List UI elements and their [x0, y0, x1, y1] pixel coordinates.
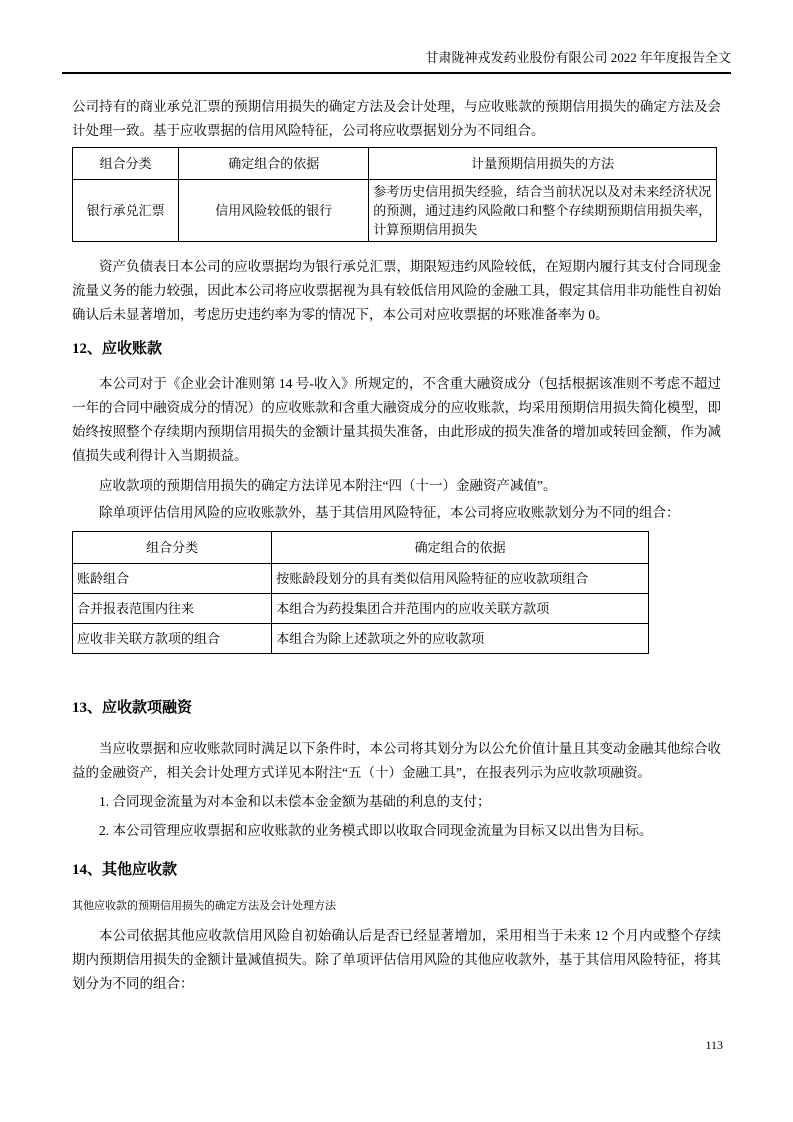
page-header: [62, 0, 731, 74]
table-header-row: [73, 532, 649, 564]
page-content: [72, 95, 721, 996]
intro-paragraph-1: 公司持有的商业承兑汇票的预期信用损失的确定方法及会计处理，与应收账款的预期信用损失的确定方法及会计处理一致。基于应收票据的信用风险特征，公司将应收票据划分为不同组合。: [72, 99, 721, 138]
table-cell: 本组合为除上述款项之外的应收款项: [272, 624, 649, 654]
section-12-paragraph-1: 本公司对于《企业会计准则第 14 号-收入》所规定的，不含重大融资成分（包括根据该准则不考虑不超过一年的合同中融资成分的情况）的应收账款和含重大融资成分的应收账款，均采用预期信用损失简化模型，即始终按照整个存续期内预期信用损失的金额计量其损失准备，由此形成的损失准备的增加或转回金额，作为减值损失或利得计入当期损益。: [72, 376, 721, 463]
table-cell: 本组合为药投集团合并范围内的应收关联方款项: [272, 594, 649, 624]
column-header: 确定组合的依据: [272, 532, 649, 564]
section-13-title: 13、应收款项融资: [72, 700, 193, 716]
section-13-item-1: 1. 合同现金流量为对本金和以未偿本金金额为基础的利息的支付；: [99, 794, 491, 809]
section-12-paragraph-3: 除单项评估信用风险的应收账款外，基于其信用风险特征，本公司将应收账款划分为不同的组合：: [99, 505, 680, 520]
table-cell: 合并报表范围内往来: [73, 594, 272, 624]
table-cell: 应收非关联方款项的组合: [73, 624, 272, 654]
table-row: [73, 624, 649, 654]
table-row: [73, 180, 717, 242]
page-number: 113: [705, 1038, 723, 1052]
table-cell: 信用风险较低的银行: [179, 180, 369, 242]
intro-paragraph-2: 资产负债表日本公司的应收票据均为银行承兑汇票，期限短违约风险较低，在短期内履行其支付合同现金流量义务的能力较强，因此本公司将应收票据视为具有较低信用风险的金融工具，假定其信用非功能性自初始确认后未显著增加，考虑历史违约率为零的情况下，本公司对应收票据的坏账准备率为 0。: [72, 259, 721, 322]
section-12-title: 12、应收账款: [72, 341, 163, 357]
table-header-row: [73, 148, 717, 180]
column-header: 组合分类: [73, 532, 272, 564]
section-13-item-2: 2. 本公司管理应收票据和应收账款的业务模式即以收取合同现金流量为目标又以出售为目标。: [99, 823, 653, 838]
table-cell: 银行承兑汇票: [73, 180, 179, 242]
table-row: [73, 594, 649, 624]
column-header: 确定组合的依据: [179, 148, 369, 180]
section-14-subtitle: 其他应收款的预期信用损失的确定方法及会计处理方法: [72, 900, 336, 912]
receivable-portfolio-table: [72, 531, 649, 654]
bill-portfolio-table: [72, 147, 717, 242]
section-13-paragraph-1: 当应收票据和应收账款同时满足以下条件时，本公司将其划分为以公允价值计量且其变动金融其他综合收益的金融资产，相关会计处理方式详见本附注“五（十）金融工具”，在报表列示为应收款项融资。: [72, 741, 721, 780]
report-title: 甘肃陇神戎发药业股份有限公司 2022 年年度报告全文: [425, 50, 731, 65]
section-12-paragraph-2: 应收款项的预期信用损失的确定方法详见本附注“四（十一）金融资产减值”。: [99, 478, 557, 493]
column-header: 组合分类: [73, 148, 179, 180]
section-14-title: 14、其他应收款: [72, 862, 178, 878]
table-cell: 按账龄段划分的具有类似信用风险特征的应收款项组合: [272, 564, 649, 594]
table-cell: 参考历史信用损失经验，结合当前状况以及对未来经济状况的预测，通过违约风险敞口和整个存续期预期信用损失率，计算预期信用损失: [369, 180, 717, 242]
column-header: 计量预期信用损失的方法: [369, 148, 717, 180]
section-14-paragraph-1: 本公司依据其他应收款信用风险自初始确认后是否已经显著增加，采用相当于未来 12 个月内或整个存续期内预期信用损失的金额计量减值损失。除了单项评估信用风险的其他应收款外，基于其信用风险特征，将其划分为不同的组合：: [72, 928, 721, 991]
table-cell: 账龄组合: [73, 564, 272, 594]
table-row: [73, 564, 649, 594]
